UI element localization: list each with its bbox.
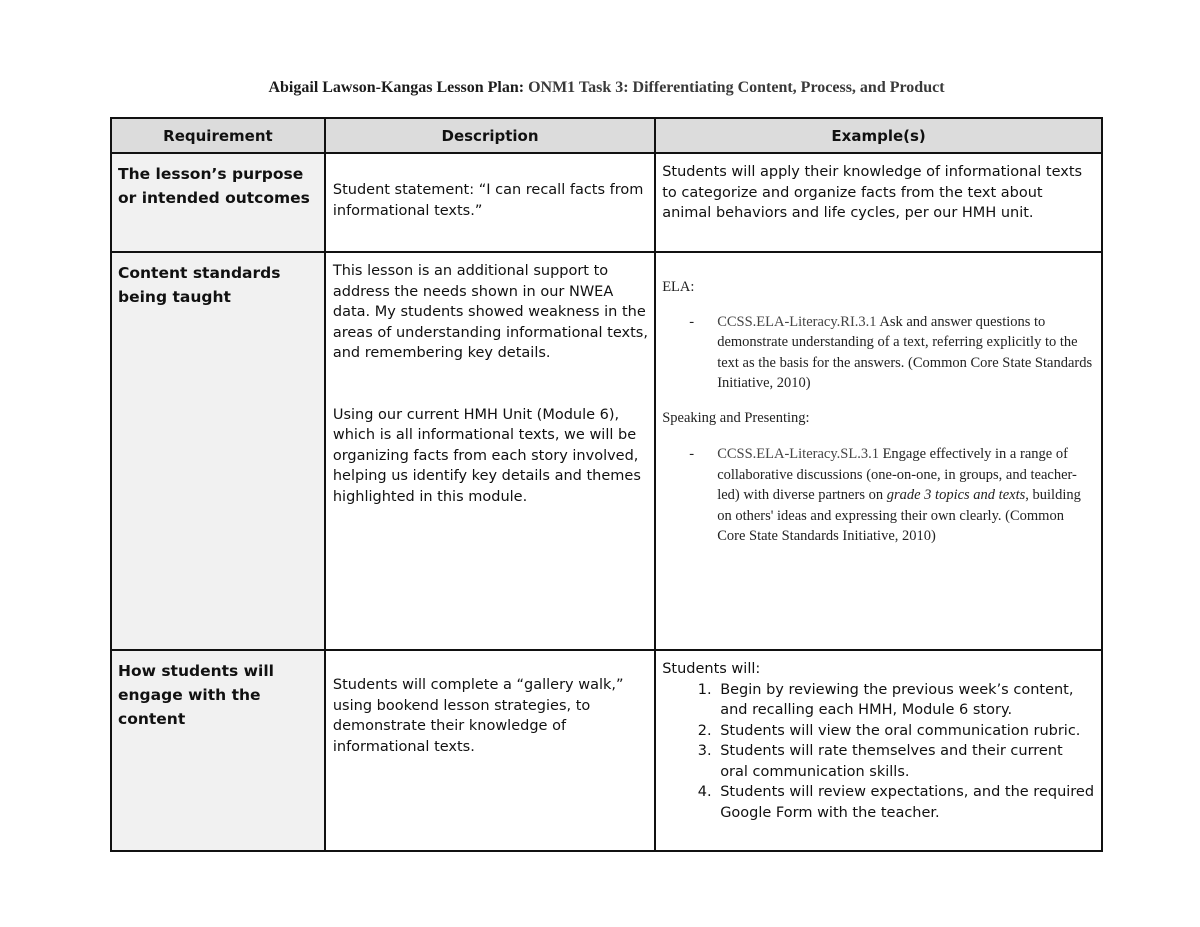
row2-description-p2: Using our current HMH Unit (Module 6), which is all informational texts, we will be organizing facts from each story involved, helping us identify key details and themes highlighted in this module. [332,406,641,505]
row2-example [655,252,1102,650]
row2-description [325,252,655,650]
table-row [111,252,1102,650]
list-item: 1. Begin by reviewing the previous week’s content, and recalling each HMH, Module 6 story. [716,680,1095,721]
list-item: 4. Students will review expectations, and the required Google Form with the teacher. [716,782,1095,823]
sl-standard-text-1: Engage effectively in a range of collaborative discussions (one-on-one, in groups, and teacher-led) with diverse partners on [717,446,1077,503]
lesson-plan-table [110,117,1103,852]
sl-standard-text-2: , building on others' ideas and expressing their own clearly. (Common Core State Standards Initiative, 2010) [717,487,1081,544]
title-sub: ONM1 Task 3: Differentiating Content, Process, and Product [528,79,945,96]
list-item: 3. Students will rate themselves and their current oral communication skills. [716,741,1095,782]
sl-standard [662,444,1095,547]
ela-label: ELA: [662,279,695,295]
header-row [111,118,1102,153]
sl-standard-code: CCSS.ELA-Literacy.SL.3.1 [717,446,879,462]
row2-description-p1: This lesson is an additional support to address the needs shown in our NWEA data. My students showed weakness in the areas of understanding informational texts, and remembering key details. [332,263,648,361]
header-description: Description [325,118,655,153]
row1-description-text: Student statement: “I can recall facts from informational texts.” [332,182,644,219]
ela-standard-text: Ask and answer questions to demonstrate understanding of a text, referring explicitly to the text as the basis for the answers. (Common Core State Standards Initiative, 2010) [717,313,1093,391]
ela-standard [662,312,1095,394]
table-row [111,153,1102,252]
speaking-presenting-label: Speaking and Presenting: [662,409,810,426]
row1-description [325,153,655,252]
title-main: Abigail Lawson-Kangas Lesson Plan: [268,79,525,96]
row1-example: Students will apply their knowledge of informational texts to categorize and organize facts from the text about animal behaviors and life cycles, per our HMH unit. [655,153,1102,252]
row3-example-intro: Students will: [662,661,761,677]
row3-example [655,650,1102,851]
page-title [110,79,1103,97]
row2-requirement: Content standards being taught [111,252,325,650]
dash-bullet: - [689,313,695,330]
row1-requirement: The lesson’s purpose or intended outcomes [111,153,325,252]
steps-list [662,680,1095,824]
header-requirement: Requirement [111,118,325,153]
table-row [111,650,1102,851]
dash-bullet: - [689,446,695,462]
ela-standard-code: CCSS.ELA-Literacy.RI.3.1 [717,313,877,330]
list-item: 2. Students will view the oral communication rubric. [716,721,1095,742]
row3-description [325,650,655,851]
row3-requirement: How students will engage with the content [111,650,325,851]
sl-standard-italic: grade 3 topics and texts [886,487,1026,503]
row3-description-text: Students will complete a “gallery walk,” using bookend lesson strategies, to demonstrate their knowledge of informational texts. [332,677,624,755]
header-examples: Example(s) [655,118,1102,153]
